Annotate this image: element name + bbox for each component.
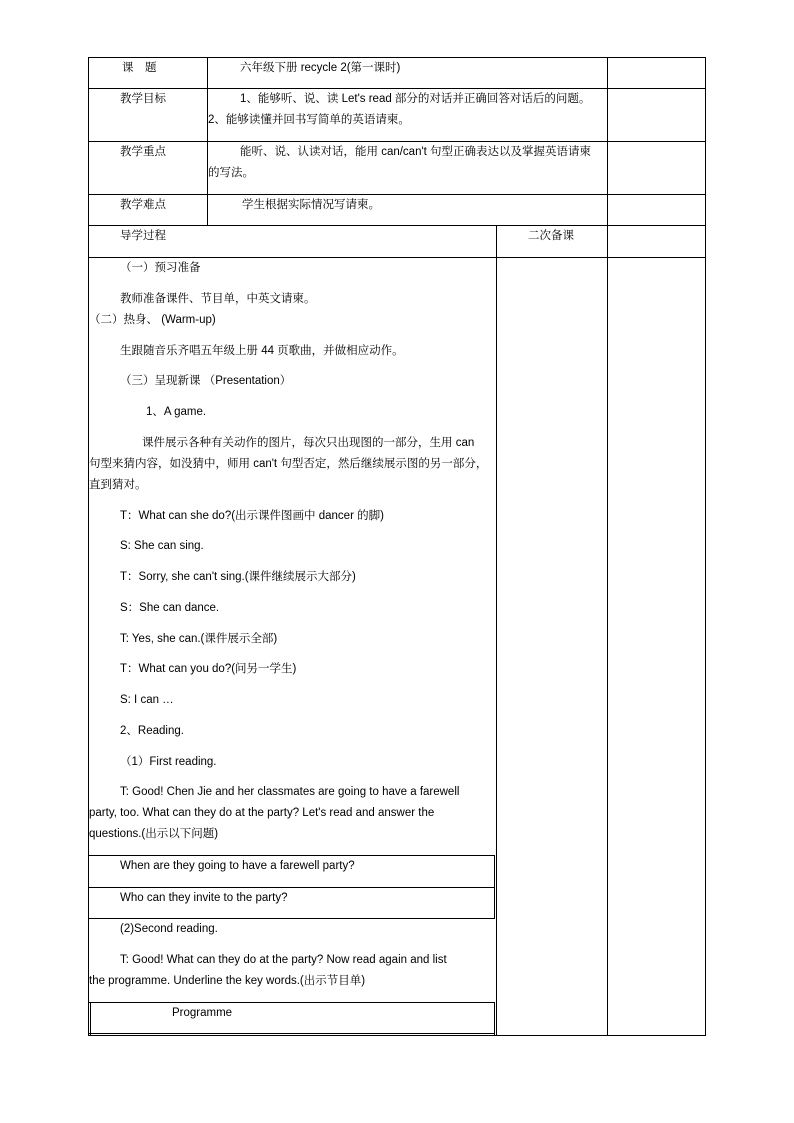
section-1-text: 教师准备课件、节目单，中英文请柬。: [120, 293, 316, 305]
row-divider: [88, 257, 706, 258]
questions-table-right: [494, 855, 495, 919]
label-teaching-focus: 教学重点: [120, 146, 166, 158]
label-teaching-difficulty: 教学难点: [120, 199, 166, 211]
table-border-bottom: [88, 1035, 706, 1036]
reading-2-line-2: the programme. Underline the key words.(出示节目单): [89, 975, 366, 987]
teaching-difficulty: 学生根据实际情况写请柬。: [242, 199, 380, 211]
notes-column-divider: [607, 57, 608, 1036]
programme-table-top: [89, 1002, 495, 1003]
programme-table-bottom: [89, 1033, 495, 1034]
section-3-title: （三）呈现新课 （Presentation）: [120, 375, 292, 387]
process-column-header: 导学过程: [120, 230, 166, 242]
table-border-top: [88, 57, 706, 58]
table-border-right: [705, 57, 706, 1036]
dialogue-line: S: She can sing.: [120, 540, 204, 552]
section-1-title: （一）预习准备: [120, 262, 201, 274]
item-2-reading: 2、Reading.: [120, 725, 184, 737]
teaching-objective-1: 1、能够听、说、读 Let's read 部分的对话并正确回答对话后的问题。: [240, 93, 591, 105]
row-divider: [88, 141, 706, 142]
dialogue-line: T: Yes, she can.(课件展示全部): [120, 633, 278, 645]
reading-1-line-2: party, too. What can they do at the party? Let's read and answer the: [89, 807, 435, 819]
teaching-focus-line-1: 能听、说、认读对话，能用 can/can't 句型正确表达以及掌握英语请柬: [240, 146, 592, 158]
second-reading-title: (2)Second reading.: [120, 923, 218, 935]
dialogue-line: T：What can you do?(问另一学生): [120, 663, 297, 675]
reading-1-line-3: questions.(出示以下问题): [89, 828, 219, 840]
dialogue-line: T：What can she do?(出示课件图画中 dancer 的脚): [120, 510, 384, 522]
teaching-objective-2: 2、能够读懂并回书写简单的英语请柬。: [208, 114, 410, 126]
row-divider: [88, 194, 706, 195]
second-prep-column-header: 二次备课: [528, 230, 574, 242]
label-lesson-title: 课 题: [122, 62, 157, 74]
dialogue-line: S: I can …: [120, 694, 174, 706]
question-1: When are they going to have a farewell party?: [120, 860, 355, 872]
programme-table-left: [90, 1002, 91, 1035]
table-border-left: [88, 57, 89, 1036]
questions-table-bottom: [89, 918, 495, 919]
game-description-line-2: 句型来猜内容，如没猜中，师用 can't 句型否定，然后继续展示图的另一部分，: [89, 458, 488, 470]
row-divider: [88, 88, 706, 89]
process-column-divider: [496, 225, 497, 1036]
questions-table-divider: [89, 887, 495, 888]
teaching-focus-line-2: 的写法。: [208, 167, 254, 179]
game-description-line-3: 直到猜对。: [89, 479, 147, 491]
dialogue-line: T：Sorry, she can't sing.(课件继续展示大部分): [120, 571, 356, 583]
lesson-title: 六年级下册 recycle 2(第一课时): [240, 62, 401, 74]
programme-title: Programme: [172, 1007, 233, 1019]
programme-table-right: [494, 1002, 495, 1035]
game-description-line-1: 课件展示各种有关动作的图片，每次只出现图的一部分，生用 can: [142, 437, 475, 449]
section-2-text: 生跟随音乐齐唱五年级上册 44 页歌曲，并做相应动作。: [120, 345, 404, 357]
label-teaching-objectives: 教学目标: [120, 93, 166, 105]
item-1-game: 1、A game.: [146, 406, 207, 418]
reading-2-line-1: T: Good! What can they do at the party? Now read again and list: [120, 954, 447, 966]
questions-table-top: [89, 855, 495, 856]
first-reading-title: （1）First reading.: [120, 756, 217, 768]
reading-1-line-1: T: Good! Chen Jie and her classmates are going to have a farewell: [120, 786, 460, 798]
label-column-divider: [207, 57, 208, 226]
question-2: Who can they invite to the party?: [120, 892, 288, 904]
section-2-title: （二）热身、 (Warm-up): [89, 314, 216, 326]
row-divider: [88, 225, 706, 226]
dialogue-line: S：She can dance.: [120, 602, 220, 614]
